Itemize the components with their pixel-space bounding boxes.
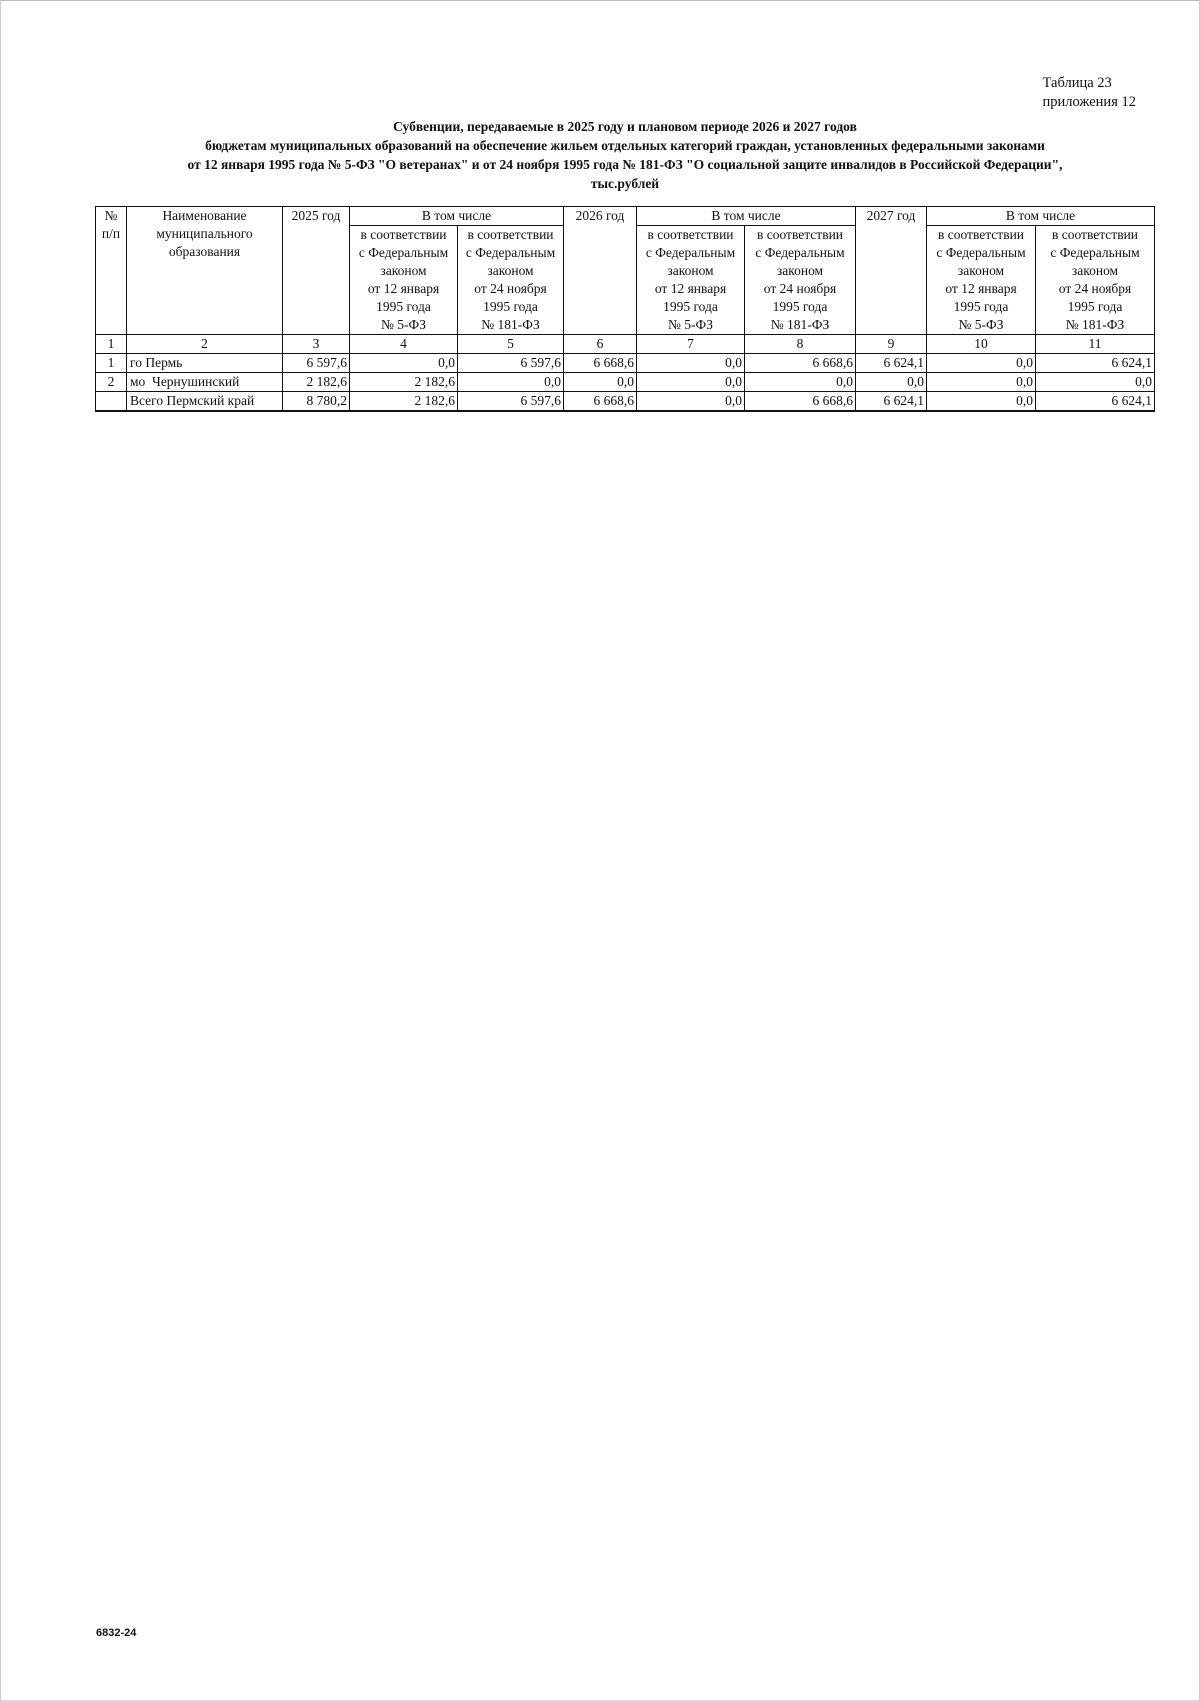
appendix-number: приложения 12: [1042, 94, 1136, 110]
table-body: [96, 335, 1155, 412]
value-2025: 6 597,6: [283, 354, 350, 373]
column-number: 4: [350, 335, 458, 354]
law-header-line: № 5-ФЗ: [381, 317, 426, 332]
law-header-line: № 181-ФЗ: [1065, 317, 1125, 332]
value-2026-181fz: 0,0: [745, 373, 856, 392]
row-number: 2: [96, 373, 127, 392]
value-2025-5fz: 0,0: [350, 354, 458, 373]
value-2027-181fz: 0,0: [1036, 373, 1155, 392]
total-2026-5fz: 0,0: [637, 392, 745, 412]
law-header-line: в соответствии: [1051, 227, 1139, 242]
column-number: 1: [96, 335, 127, 354]
header-name-line: муниципального: [156, 226, 253, 241]
law-header-line: от 12 января: [367, 281, 440, 296]
law-header-line: законом: [667, 263, 714, 278]
total-row: [96, 392, 1155, 412]
value-2027: 0,0: [856, 373, 927, 392]
law-header-line: № 181-ФЗ: [481, 317, 540, 332]
total-2025-5fz: 2 182,6: [350, 392, 458, 412]
law-header-line: в соответствии: [360, 227, 447, 242]
law-header-line: от 24 ноября: [474, 281, 547, 296]
value-2026-181fz: 6 668,6: [745, 354, 856, 373]
header-including-2026: В том числе: [637, 207, 856, 226]
column-number: 7: [637, 335, 745, 354]
total-2025: 8 780,2: [283, 392, 350, 412]
law-header-line: с Федеральным: [358, 245, 449, 260]
table-row: [96, 354, 1155, 373]
value-2026: 0,0: [564, 373, 637, 392]
title-line-2: бюджетам муниципальных образований на обеспечение жильем отдельных категорий граждан, установленных федеральными законами: [205, 138, 1045, 153]
row-number: 1: [96, 354, 127, 373]
value-2026: 6 668,6: [564, 354, 637, 373]
law-header-line: № 181-ФЗ: [770, 317, 830, 332]
law-header-line: 1995 года: [953, 299, 1009, 314]
law-header-line: в соответствии: [937, 227, 1025, 242]
header-year-2027: 2027 год: [856, 207, 927, 335]
title-line-1: Субвенции, передаваемые в 2025 году и плановом периоде 2026 и 2027 годов: [393, 119, 857, 134]
header-law-181fz-2025: [458, 226, 564, 335]
law-header-line: законом: [487, 263, 534, 278]
law-header-line: законом: [957, 263, 1005, 278]
law-header-line: в соответствии: [467, 227, 554, 242]
law-header-line: с Федеральным: [755, 245, 845, 260]
column-number: 11: [1036, 335, 1155, 354]
law-header-line: от 24 ноября: [763, 281, 837, 296]
column-number: 5: [458, 335, 564, 354]
total-2027: 6 624,1: [856, 392, 927, 412]
value-2027-181fz: 6 624,1: [1036, 354, 1155, 373]
total-label: Всего Пермский край: [127, 392, 283, 412]
document-code: 6832-24: [96, 1627, 137, 1639]
law-header-line: законом: [380, 263, 427, 278]
header-num-line: №: [104, 208, 118, 223]
header-year-2025: 2025 год: [283, 207, 350, 335]
value-2025: 2 182,6: [283, 373, 350, 392]
table-reference: [1043, 74, 1136, 112]
header-name-line: образования: [168, 244, 241, 259]
value-2026-5fz: 0,0: [637, 373, 745, 392]
header-law-181fz-2027: [1036, 226, 1155, 335]
law-header-line: 1995 года: [1067, 299, 1123, 314]
header-row-number: [96, 207, 127, 335]
column-number: 8: [745, 335, 856, 354]
header-num-line: п/п: [101, 226, 121, 241]
law-header-line: 1995 года: [663, 299, 718, 314]
law-header-line: 1995 года: [772, 299, 828, 314]
header-including-2027: В том числе: [927, 207, 1155, 226]
law-header-line: 1995 года: [376, 299, 431, 314]
municipality-name: мо Чернушинский: [127, 373, 283, 392]
law-header-line: в соответствии: [647, 227, 734, 242]
value-2027: 6 624,1: [856, 354, 927, 373]
table-row: [96, 373, 1155, 392]
law-header-line: с Федеральным: [1050, 245, 1140, 260]
column-number-row: [96, 335, 1155, 354]
column-number: 9: [856, 335, 927, 354]
law-header-line: № 5-ФЗ: [668, 317, 713, 332]
law-header-line: законом: [1071, 263, 1119, 278]
value-2027-5fz: 0,0: [927, 354, 1036, 373]
law-header-line: с Федеральным: [936, 245, 1026, 260]
header-law-5fz-2025: [350, 226, 458, 335]
law-header-line: с Федеральным: [645, 245, 736, 260]
column-number: 2: [127, 335, 283, 354]
header-law-181fz-2026: [745, 226, 856, 335]
value-2026-5fz: 0,0: [637, 354, 745, 373]
column-number: 6: [564, 335, 637, 354]
total-2027-5fz: 0,0: [927, 392, 1036, 412]
law-header-line: с Федеральным: [465, 245, 556, 260]
total-2027-181fz: 6 624,1: [1036, 392, 1155, 412]
subsidy-table: [95, 206, 1155, 412]
header-law-5fz-2026: [637, 226, 745, 335]
subsidy-table-wrapper: [95, 206, 1154, 412]
table-number: Таблица 23: [1042, 75, 1112, 91]
value-2027-5fz: 0,0: [927, 373, 1036, 392]
law-header-line: от 24 ноября: [1058, 281, 1132, 296]
total-row-number: [96, 392, 127, 412]
header-including-2025: В том числе: [350, 207, 564, 226]
law-header-line: от 12 января: [945, 281, 1017, 296]
law-header-line: законом: [776, 263, 824, 278]
total-2025-181fz: 6 597,6: [458, 392, 564, 412]
header-year-2026: 2026 год: [564, 207, 637, 335]
law-header-line: в соответствии: [756, 227, 844, 242]
value-2025-181fz: 6 597,6: [458, 354, 564, 373]
document-title: [96, 117, 1154, 193]
title-line-3: от 12 января 1995 года № 5-ФЗ "О ветеранах" и от 24 ноября 1995 года № 181-ФЗ "О социальной защите инвалидов в Российской Федерации",: [187, 157, 1063, 172]
header-name-line: Наименование: [162, 208, 247, 223]
table-header: [96, 207, 1155, 335]
law-header-line: № 5-ФЗ: [958, 317, 1004, 332]
title-units: тыс.рублей: [590, 176, 660, 191]
column-number: 10: [927, 335, 1036, 354]
total-2026: 6 668,6: [564, 392, 637, 412]
header-municipality: [127, 207, 283, 335]
law-header-line: 1995 года: [483, 299, 538, 314]
municipality-name: го Пермь: [127, 354, 283, 373]
total-2026-181fz: 6 668,6: [745, 392, 856, 412]
column-number: 3: [283, 335, 350, 354]
header-law-5fz-2027: [927, 226, 1036, 335]
law-header-line: от 12 января: [654, 281, 727, 296]
value-2025-5fz: 2 182,6: [350, 373, 458, 392]
value-2025-181fz: 0,0: [458, 373, 564, 392]
